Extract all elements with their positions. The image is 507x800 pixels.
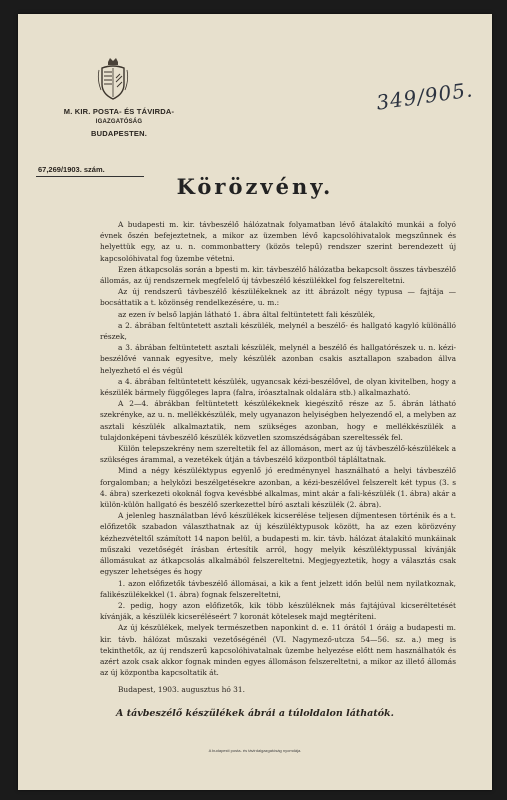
paragraph: A budapesti m. kir. távbeszélő hálózatnak folyamatban lévő átalakító munkái a folyó évnek őszén befejeztetnek, a mikor az üzemben lévő kapcsolóhivatalok megszűnnek és helyettük egy, az u. n. commonbattery (közös telepű) rendszer szerint berendezett új kapcsolóhivatal fog üzembe vétetni. xyxy=(100,220,456,263)
paragraph: Külön telepszekrény nem szereltetik fel az állomáson, mert az új távbeszélő-készülékek a szükséges árammal, a vezetékek útján a távbeszélő központból tápláltatnak. xyxy=(100,444,456,465)
document-title: Körözvény. xyxy=(176,174,334,199)
list-item: a 2. ábrában feltüntetett asztali készülék, melynél a beszélő- és hallgató kagyló különálló részek, xyxy=(100,320,456,342)
org-line-2: IGAZGATÓSÁG xyxy=(95,119,143,125)
paragraph: Mind a négy készüléktypus egyenlő jó eredménynyel használható a helyi távbeszélő forgalomban; a helyközi beszélgetésekre azonban, a kézi-beszélővel felszerelt két typus (3. s 4. ábra) szerkezeti okoknál fogva kevésbbé alkalmas, mint akár a fali-készülék (1. ábra) akár a külön-külön hallgató és beszélő szerkezettel bíró asztali készülék (2. ábra). xyxy=(100,466,456,510)
list-item: a 4. ábrában feltüntetett készülék, ugyancsak kézi-beszélővel, de olyan kivitelben, hogy a készülék bármely függőleges lapra (falra, íróasztalnak oldalára stb.) alkalmazható. xyxy=(100,376,456,398)
paragraph: Az új rendszerű távbeszélő készülékeknek az itt ábrázolt négy typusa — fajtája — bocsáttatik a t. közönség rendelkezésére, u. m.: xyxy=(100,287,456,308)
list-item: a 3. ábrában feltüntetett asztali készülék, melynél a beszélő és hallgatórészek u. n. kézi-beszélővé vannak egyesítve, mely készülék azonban csakis asztallapon szabadon állva helyezhető el és végül xyxy=(100,343,456,375)
document-body xyxy=(100,219,456,696)
list-item: az ezen ív belső lapján látható 1. ábra által feltüntetett fali készülék, xyxy=(118,309,376,319)
paragraph: Ezen átkapcsolás során a bpesti m. kir. távbeszélő hálózatba bekapcsolt összes távbeszélő állomás, az új rendszernek megfelelő új távbeszélő készülékkel fog felszereltetni. xyxy=(100,264,456,286)
paragraph: A jelenleg használatban lévő készülékek kicserélése teljesen díjmentesen történik és a t. előfizetők szabadon választhatnak az új készüléktypusok között, ha az ezen körözvény kézhezvételtől számított 14 napon belül, a budapesti m. kir. távb. hálózat átalakító munkáinak műszaki vezetőségét írásban értesítik arról, hogy melyik készüléktypussal kívánják állomásukat az átkapcsolás alkalmából felszereltetni. Megjegyeztetik, hogy a választás csak egyszer lehetséges és hogy xyxy=(100,511,456,577)
list-item: 1. azon előfizetők távbeszélő állomásai, a kik a fent jelzett időn belül nem nyilatkoznak, falikészülékekkel (1. ábra) fognak felszereltetni, xyxy=(100,578,456,599)
org-line-3: BUDAPESTEN. xyxy=(91,129,147,138)
list-item: 2. pedig, hogy azon előfizetők, kik több készüléknek más fajtájúval kicseréltetését kívánják, a készülék kicseréléseért 7 koronát kötelesek majd megtéríteni. xyxy=(100,600,456,622)
imprint: A budapesti posta- és távirdaigazgatóság nyomdája. xyxy=(208,748,302,753)
document-sheet xyxy=(18,14,492,790)
org-line-1: M. KIR. POSTA- ÉS TÁVIRDA- xyxy=(63,107,175,116)
footer-note: A távbeszélő készülékek ábrái a túloldalon láthatók. xyxy=(116,708,394,719)
issuing-office xyxy=(44,106,194,139)
paragraph: Az új készülékek, melyek természetben naponkint d. e. 11 órától 1 óráig a budapesti m. kir. távb. hálózat műszaki vezetőségénél (VI. Nagymező-utcza 54—56. sz. a.) meg is tekinthetők, az új rendszerű kapcsolóhivatalnak üzembe helyezése előtt nem használhatók és azért azok csak akkor fognak minden egyes állomáson felszereltetni, a mikor az illető állomás az új központba kapcsoltatik át. xyxy=(100,623,456,678)
handwritten-note: 349/905. xyxy=(374,77,475,115)
coat-of-arms-icon xyxy=(96,56,130,102)
reference-number: 67,269/1903. szám. xyxy=(38,165,105,174)
paragraph: A 2—4. ábrákban feltüntetett készülékeknek kiegészítő része az 5. ábrán látható szekrényke, az u. n. mellékkészülék, mely ugyanazon helyiségben helyezendő el, a melyben az asztali készülék alkalmaztatik, nem szükséges azonban, hogy e mellékkészülék a tulajdonképeni távbeszélő készülék közvetlen szomszédságában szereltessék fel. xyxy=(100,399,456,442)
date-line: Budapest, 1903. augusztus hó 31. xyxy=(118,685,245,695)
